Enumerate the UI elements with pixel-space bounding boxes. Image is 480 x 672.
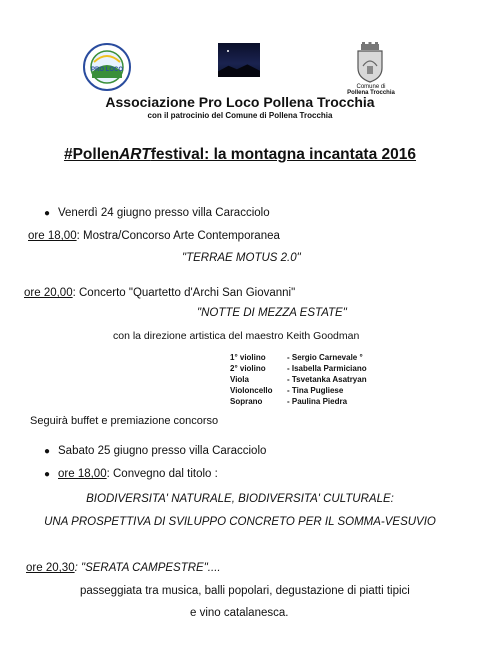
day2-event1-time: ore 18,00 <box>58 468 107 480</box>
bullet-icon: ● <box>44 208 51 219</box>
cast-row <box>230 385 367 396</box>
day2-event2-desc-line2: e vino catalanesca. <box>190 607 289 619</box>
comune-caption-line1: Comune di <box>356 84 386 90</box>
day2-event2-desc-line1: passeggiata tra musica, balli popolari, degustazione di piatti tipici <box>80 585 410 597</box>
cast-name: - Isabella Parmiciano <box>287 364 367 373</box>
day2-event2-title: : "SERATA CAMPESTRE".... <box>74 562 221 574</box>
cast-row <box>230 396 367 407</box>
cast-name: - Sergio Carnevale ° <box>287 353 363 362</box>
pro-loco-logo-text: PRO LOCO <box>90 67 124 73</box>
day1-event1 <box>28 229 280 243</box>
day2-event1-title-line1: BIODIVERSITA' NATURALE, BIODIVERSITA' CULTURALE: <box>86 493 394 505</box>
cast-row <box>230 363 367 374</box>
cast-name: - Tina Pugliese <box>287 386 344 395</box>
festival-title-rest: festival: la montagna incantata 2016 <box>150 146 417 163</box>
page-subtitle: con il patrocinio del Comune di Pollena Trocchia <box>147 111 333 120</box>
day1-event1-title: "TERRAE MOTUS 2.0" <box>182 252 301 264</box>
day2-event1-title-line2: UNA PROSPETTIVA DI SVILUPPO CONCRETO PER IL SOMMA-VESUVIO <box>44 516 436 528</box>
day1-event2-time: ore 20,00 <box>24 287 73 299</box>
bullet-icon: ● <box>44 469 51 480</box>
day1-event2-desc: : Concerto "Quartetto d'Archi San Giovanni" <box>72 287 296 299</box>
comune-caption-line2: Pollena Trocchia <box>347 90 395 96</box>
bullet-icon: ● <box>44 446 51 457</box>
cast-role: 2° violino <box>230 364 266 373</box>
cast-role: 1° violino <box>230 353 266 362</box>
comune-crest-icon <box>352 42 388 84</box>
day2-event1 <box>58 467 218 481</box>
cast-name: - Tsvetanka Asatryan <box>287 375 367 384</box>
day1-follow: Seguirà buffet e premiazione concorso <box>30 415 219 427</box>
day2-heading: Sabato 25 giugno presso villa Caracciolo <box>58 445 267 457</box>
festival-title-art: ART <box>119 146 151 163</box>
day1-event2 <box>24 286 295 300</box>
cast-role: Viola <box>230 375 249 384</box>
day1-event2-title: "NOTTE DI MEZZA ESTATE" <box>197 307 347 319</box>
cast-row <box>230 352 367 363</box>
cast-row <box>230 374 367 385</box>
cast-name: - Paulina Piedra <box>287 397 348 406</box>
day1-event1-desc: : Mostra/Concorso Arte Contemporanea <box>76 230 280 242</box>
day1-direction: con la direzione artistica del maestro Keith Goodman <box>113 330 360 342</box>
festival-night-mountain-logo <box>218 43 260 77</box>
day2-event1-desc: : Convegno dal titolo : <box>106 468 218 480</box>
day2-event2 <box>26 561 221 575</box>
day2-event2-time: ore 20,30 <box>26 562 75 574</box>
festival-title-prefix: #Pollen <box>63 146 120 163</box>
day1-event1-time: ore 18,00 <box>28 230 77 242</box>
pro-loco-logo <box>82 42 132 92</box>
festival-title <box>0 146 480 164</box>
page-title: Associazione Pro Loco Pollena Trocchia <box>105 94 375 110</box>
cast-list <box>230 352 367 407</box>
day1-heading: Venerdì 24 giugno presso villa Caracciolo <box>58 207 270 219</box>
cast-role: Soprano <box>230 397 263 406</box>
cast-role: Violoncello <box>230 386 273 395</box>
